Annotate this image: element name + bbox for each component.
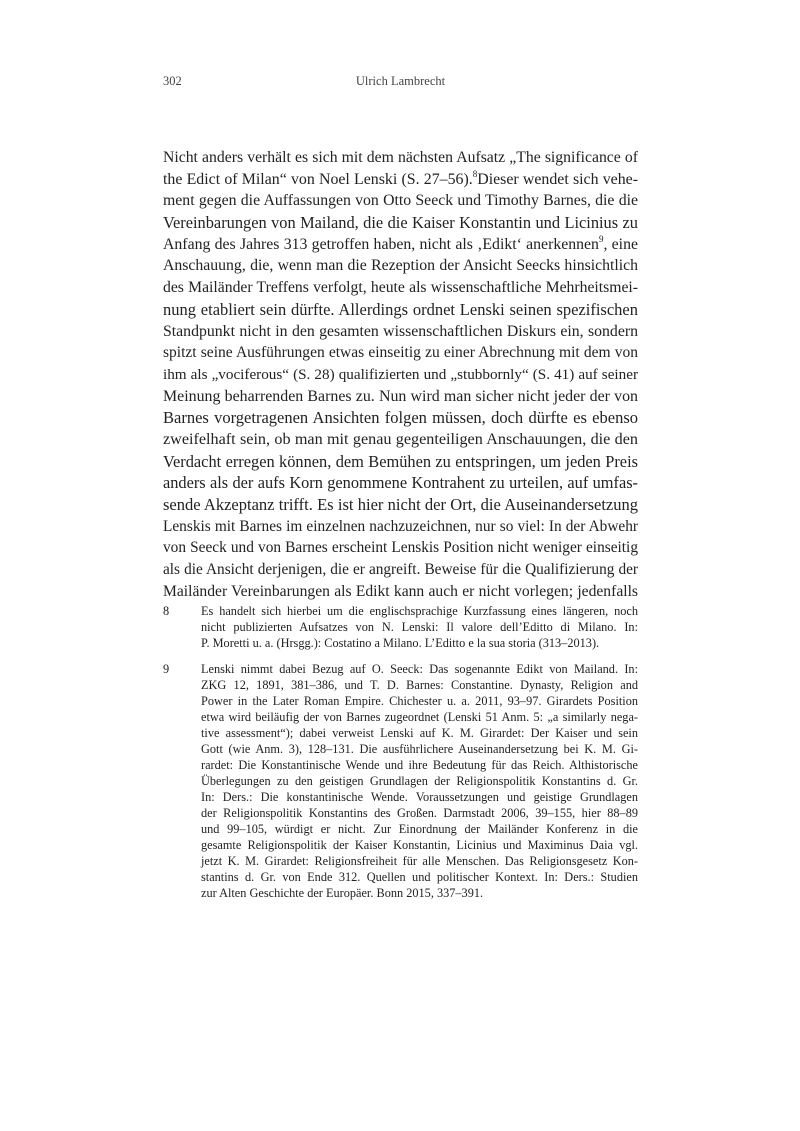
footnote-line: Gott (wie Anm. 3), 128–131. Die ausführlichere Auseinandersetzung bei K. M. Gi- [201, 742, 638, 756]
footnote-text [201, 603, 638, 651]
footnote-line: etwa wird beiläufig der von Barnes zugeordnet (Lenski 51 Anm. 5: „a similarly nega- [201, 710, 638, 724]
footnote-line: gesamte Religionspolitik der Kaiser Konstantin, Licinius und Maximinus Daia vgl. [201, 838, 638, 852]
footnote-line: und 99–105, würdigt er nicht. Zur Einordnung der Mailänder Konferenz in die [201, 822, 638, 836]
footnote-line: Es handelt sich hierbei um die englischsprachige Kurzfassung eines längeren, noch [201, 604, 638, 618]
text-line: ment gegen die Auffassungen von Otto Seeck und Timothy Barnes, die die [163, 192, 638, 210]
text-line: spitzt seine Ausführungen etwas einseitig zu einer Abrechnung mit dem von [163, 344, 638, 362]
text-line: von Seeck und von Barnes erscheint Lenskis Position nicht weniger einseitig [163, 539, 638, 557]
footnote-number: 8 [163, 604, 170, 618]
text-line [163, 234, 638, 256]
footnote-line: Power in the Later Roman Empire. Chichester u. a. 2011, 93–97. Girardets Position [201, 694, 638, 708]
page-number: 302 [163, 74, 182, 88]
text-line: ihm als „vociferous“ (S. 28) qualifizierten und „stubbornly“ (S. 41) auf seiner [163, 365, 638, 383]
footnote-line: rardet: Die Konstantinische Wende und ihre Bedeutung für das Reich. Althistorische [201, 758, 638, 772]
text-line: Standpunkt nicht in den gesamten wissenschaftlichen Diskurs ein, sondern [163, 322, 638, 340]
footnote-line: P. Moretti u. a. (Hrsgg.): Costatino a Milano. L’Editto e la sua storia (313–2013). [201, 636, 600, 650]
page-header [163, 74, 638, 94]
footnote-number: 9 [163, 662, 170, 676]
running-head: Ulrich Lambrecht [355, 74, 446, 88]
footnote-line: jetzt K. M. Girardet: Religionsfreiheit für alle Menschen. Das Religionsgesetz Kon- [201, 854, 638, 868]
text-line: nung etabliert sein dürfte. Allerdings ordnet Lenski seinen spezifischen [163, 299, 638, 319]
text-line: Mailänder Vereinbarungen als Edikt kann auch er nicht vorlegen; jedenfalls [163, 582, 638, 600]
text-line: Verdacht erregen können, dem Bemühen zu entspringen, um jeden Preis [163, 451, 638, 471]
text-line: als die Ansicht derjenigen, die er angreift. Beweise für die Qualifizierung der [163, 561, 638, 579]
text-line: des Mailänder Treffens verfolgt, heute als wissenschaftliche Mehrheitsmei- [163, 279, 638, 297]
footnote-line: ZKG 12, 1891, 381–386, und T. D. Barnes: Constantine. Dynasty, Religion and [201, 678, 638, 692]
footnotes [163, 603, 638, 901]
footnote-line: Lenski nimmt dabei Bezug auf O. Seeck: Das sogenannte Edikt von Mailand. In: [201, 662, 638, 676]
footnote-line: nicht publizierten Aufsatzes von N. Lenski: Il valore dell’Editto di Milano. In: [201, 620, 638, 634]
footnote [163, 603, 638, 651]
text-segment: the Edict of Milan“ von Noel Lenski (S. 27–56). [163, 170, 473, 188]
text-line: zweifelhaft sein, ob man mit genau gegenteiligen Anschauungen, die den [163, 430, 638, 448]
text-line: Nicht anders verhält es sich mit dem nächsten Aufsatz „The significance of [163, 149, 638, 166]
text-line: Vereinbarungen von Mailand, die die Kaiser Konstantin und Licinius zu [163, 213, 638, 233]
footnote-ref[interactable]: 9 [598, 233, 604, 244]
text-line: anders als der aufs Korn genommene Kontrahent zu urteilen, auf umfas- [163, 473, 638, 493]
footnote [163, 661, 638, 901]
text-segment: , eine [603, 235, 638, 253]
text-line: Anschauung, die, wenn man die Rezeption der Ansicht Seecks hinsichtlich [163, 257, 638, 275]
text-line: Meinung beharrenden Barnes zu. Nun wird man sicher nicht jeder der von [163, 387, 638, 405]
text-line: sende Akzeptanz trifft. Es ist hier nicht der Ort, die Auseinandersetzung [163, 495, 638, 514]
footnote-text [201, 661, 638, 901]
footnote-line: der Religionspolitik Konstantins des Großen. Darmstadt 2006, 39–155, hier 88–89 [201, 806, 638, 820]
text-segment: Dieser wendet sich vehe- [477, 170, 638, 188]
main-text [163, 147, 638, 602]
footnote-line: Überlegungen zu den geistigen Grundlagen der Religionspolitik Konstantins d. Gr. [201, 774, 638, 788]
footnote-line: In: Ders.: Die konstantinische Wende. Voraussetzungen und geistige Grundlagen [201, 790, 638, 804]
footnote-ref[interactable]: 8 [472, 168, 478, 179]
footnote-line: stantins d. Gr. von Ende 312. Quellen und politischer Kontext. In: Ders.: Studien [201, 870, 638, 884]
text-line: Barnes vorgetragenen Ansichten folgen müssen, doch dürfte es ebenso [163, 408, 638, 428]
text-line: Lenskis mit Barnes im einzelnen nachzuzeichnen, nur so viel: In der Abwehr [163, 517, 638, 535]
footnote-line: zur Alten Geschichte der Europäer. Bonn 2015, 337–391. [201, 886, 484, 900]
footnote-line: tive assessment“); dabei verweist Lenski auf K. M. Girardet: Der Kaiser und sein [201, 726, 638, 740]
text-line [163, 169, 638, 191]
text-segment: Anfang des Jahres 313 getroffen haben, nicht als ‚Edikt‘ anerkennen [163, 235, 599, 253]
